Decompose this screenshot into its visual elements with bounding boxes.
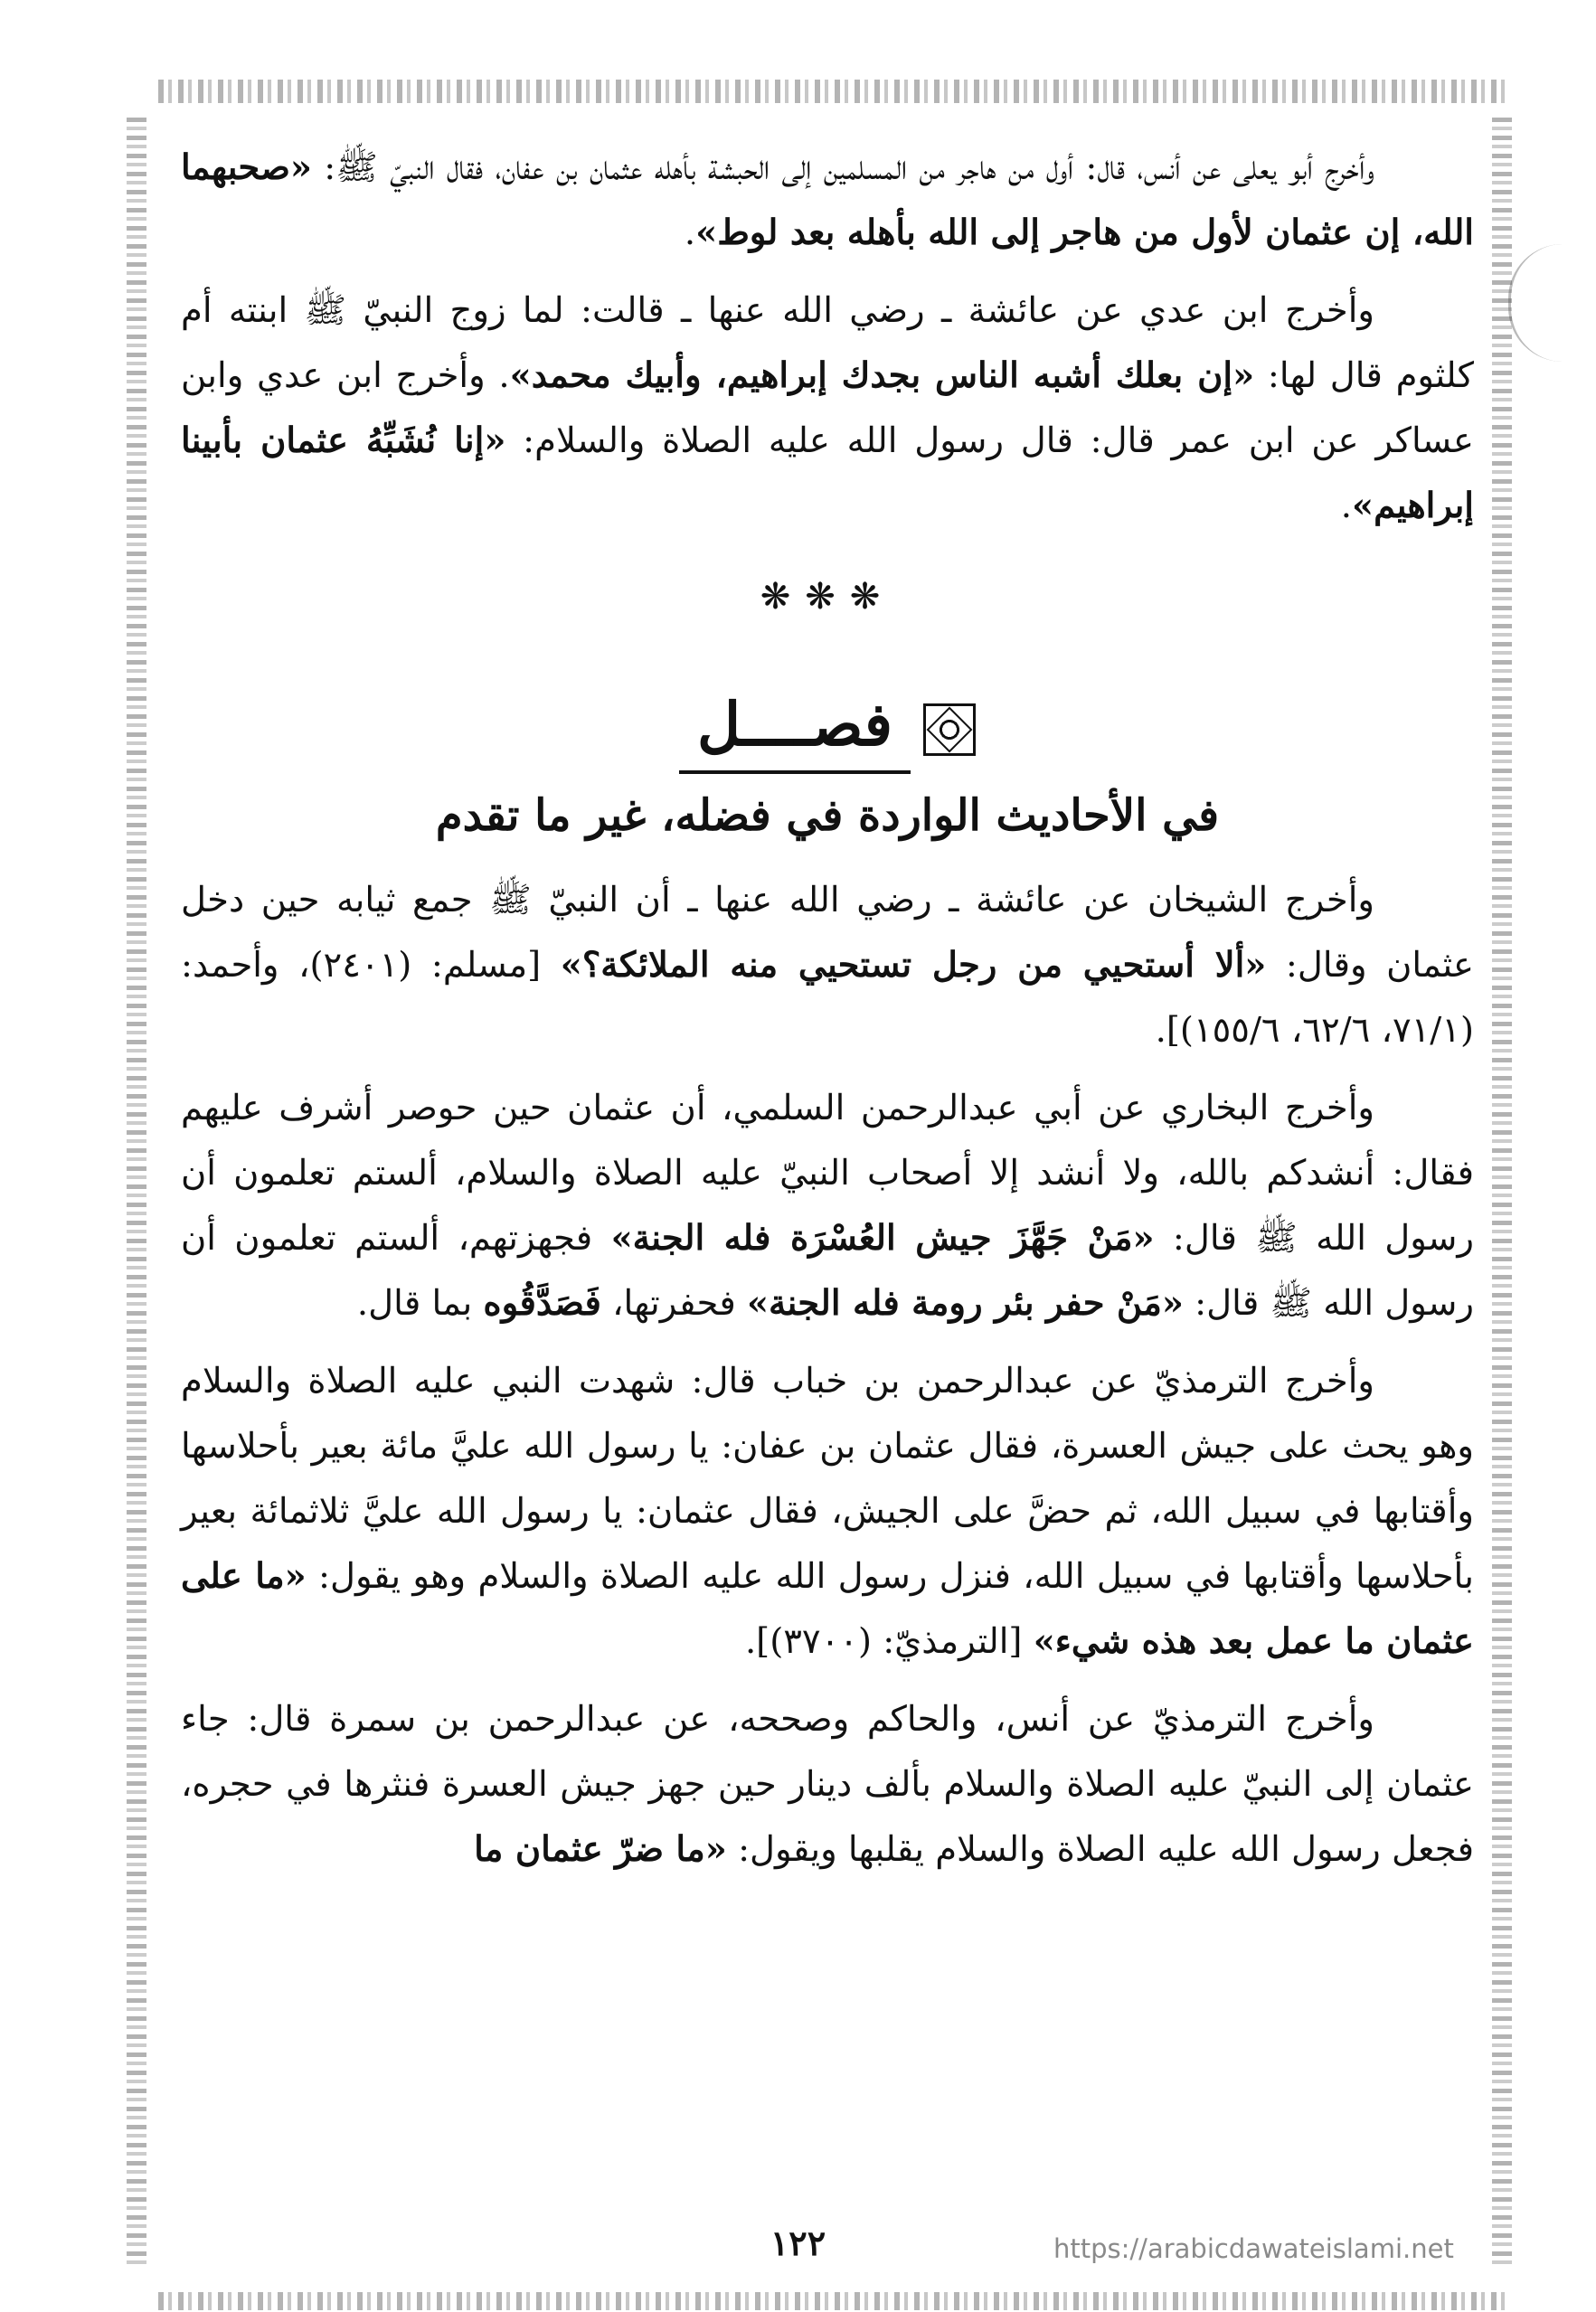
- quote-run: «مَنْ حفر بئر رومة فله الجنة»: [746, 1283, 1184, 1324]
- text-run: فحفرتها،: [600, 1283, 747, 1324]
- quote-run: «إن بعلك أشبه الناس بجدك إبراهيم، وأبيك محمد»: [509, 355, 1255, 396]
- quote-run: فَصَدَّقُوه: [483, 1283, 601, 1324]
- section-title: فصــــل: [679, 684, 911, 774]
- text-run: وأخرج ابن عدي عن عائشة ـ رضي الله عنها ـ قالت: لما زوج النبيّ ﷺ ابنته أم كلثوم قال لها:: [181, 290, 1475, 396]
- left-border-ornament: [127, 118, 146, 2270]
- text-run: [الترمذيّ: (٣٧٠٠)].: [744, 1621, 1034, 1662]
- quote-run: «ما على عثمان ما عمل بعد هذه شيء»: [181, 1556, 1474, 1662]
- text-run: وأخرج أبو يعلى عن أنس، قال: أول من هاجر من المسلمين إلى الحبشة بأهله عثمان بن عفان، فقال النبيّ ﷺ:: [311, 147, 1374, 188]
- text-run: وأخرج الترمذيّ عن أنس، والحاكم وصححه، عن عبدالرحمن بن سمرة قال: جاء عثمان إلى النبيّ عليه الصلاة والسلام بألف دينار حين جهز جيش العسرة فنثرها في حجره، فجعل رسول الله عليه الصلاة والسلام يقلبها ويقول:: [181, 1699, 1474, 1870]
- ornament-icon: [923, 703, 976, 756]
- quote-run: «ما ضرّ عثمان ما: [474, 1829, 727, 1870]
- text-run: .: [684, 212, 696, 253]
- bottom-border-ornament: [158, 2292, 1510, 2310]
- quote-run: «مَنْ جَهَّزَ جيش العُسْرَة فله الجنة»: [610, 1218, 1155, 1259]
- text-run: .: [1340, 486, 1353, 526]
- separator-stars: ❋❋❋: [760, 576, 895, 618]
- paragraph-1: [181, 136, 1474, 266]
- section-heading: [181, 684, 1474, 774]
- text-run: وأخرج الشيخان عن عائشة ـ رضي الله عنها ـ أن النبيّ ﷺ جمع ثيابه حين دخل عثمان وقال:: [181, 880, 1475, 986]
- section-subtitle: في الأحاديث الواردة في فضله، غير ما تقدم: [435, 790, 1220, 841]
- paragraph-3: [181, 868, 1474, 1063]
- paragraph-2: [181, 278, 1474, 539]
- text-run: . وأخرج ابن عدي وابن عساكر عن ابن عمر قال: قال رسول الله عليه الصلاة والسلام:: [181, 355, 1475, 461]
- text-run: فجهزتهم، ألستم تعلمون أن رسول الله ﷺ قال:: [181, 1218, 1474, 1324]
- paragraph-5: [181, 1349, 1474, 1675]
- text-run: بما قال.: [356, 1283, 484, 1324]
- text-run: وأخرج الترمذيّ عن عبدالرحمن بن خباب قال: شهدت النبي عليه الصلاة والسلام وهو يحث على جيش العسرة، فقال عثمان بن عفان: يا رسول الله عليَّ مائة بعير بأحلاسها وأقتابها في سبيل الله، ثم حضَّ على الجيش، فقال عثمان: يا رسول الله عليَّ ثلاثمائة بعير بأحلاسها وأقتابها في سبيل الله، فنزل رسول الله عليه الصلاة والسلام وهو يقول:: [181, 1361, 1474, 1597]
- watermark-url: https://arabicdawateislami.net: [1053, 2233, 1454, 2264]
- page-curl-mark: [1508, 244, 1565, 362]
- right-border-ornament: [1492, 118, 1512, 2270]
- quote-run: «صحبهما الله، إن عثمان لأول من هاجر إلى الله بأهله بعد لوط»: [181, 147, 1474, 253]
- quote-run: «ألا أستحيي من رجل تستحيي منه الملائكة؟»: [560, 945, 1267, 986]
- top-border-ornament: [158, 80, 1510, 103]
- text-run: وأخرج البخاري عن أبي عبدالرحمن السلمي، أن عثمان حين حوصر أشرف عليهم فقال: أنشدكم بالله، ولا أنشد إلا أصحاب النبيّ عليه الصلاة والسلام، ألستم تعلمون أن رسول الله ﷺ قال:: [181, 1088, 1475, 1259]
- page-body: [181, 136, 1474, 1883]
- text-run: [مسلم: (٢٤٠١)، وأحمد: (٧١/١، ٦٢/٦، ١٥٥/٦)].: [181, 945, 1474, 1051]
- quote-run: «إنا نُشَبِّهُ عثمان بأبينا إبراهيم»: [181, 420, 1474, 526]
- page-number: ١٢٢: [770, 2222, 826, 2263]
- paragraph-4: [181, 1076, 1474, 1336]
- paragraph-6: [181, 1687, 1474, 1883]
